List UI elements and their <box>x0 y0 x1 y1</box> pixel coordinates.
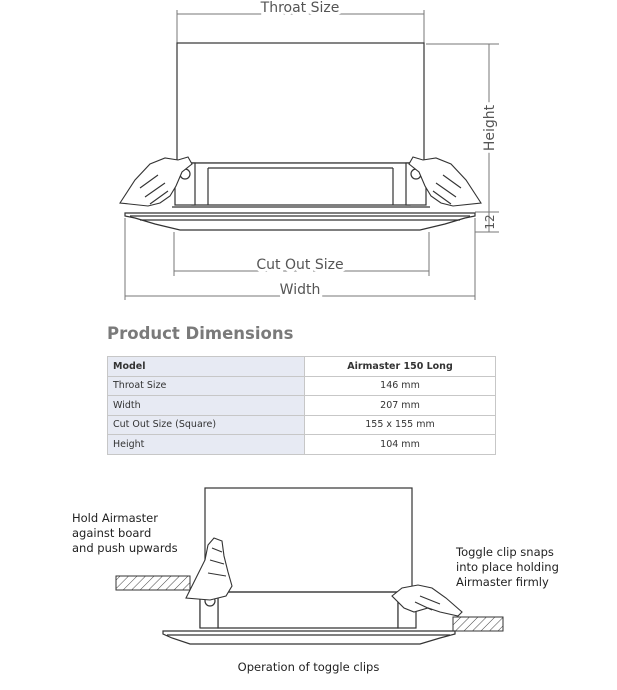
dimensions-table <box>107 356 496 455</box>
operation-caption: Operation of toggle clips <box>237 660 380 674</box>
table-row <box>108 376 496 396</box>
table-row <box>108 415 496 435</box>
table-row <box>108 435 496 455</box>
table-header-row <box>108 357 496 377</box>
dimension-diagram <box>0 0 617 305</box>
row-value: 146 mm <box>305 376 496 396</box>
header-model: Model <box>108 357 305 377</box>
header-model-value: Airmaster 150 Long <box>305 357 496 377</box>
toggle-clip-note: Toggle clip snaps into place holding Airmaster firmly <box>456 545 559 589</box>
row-value: 207 mm <box>305 396 496 416</box>
throat-size-label: Throat Size <box>260 0 340 16</box>
row-label: Height <box>108 435 305 455</box>
row-value: 155 x 155 mm <box>305 415 496 435</box>
width-label: Width <box>279 282 321 298</box>
cut-out-size-label: Cut Out Size <box>256 257 344 273</box>
row-value: 104 mm <box>305 435 496 455</box>
right-board <box>453 617 503 631</box>
product-dimensions-title: Product Dimensions <box>107 324 294 343</box>
left-board <box>116 576 190 590</box>
row-label: Width <box>108 396 305 416</box>
table-row <box>108 396 496 416</box>
height-label: Height <box>482 104 498 152</box>
row-label: Throat Size <box>108 376 305 396</box>
row-label: Cut Out Size (Square) <box>108 415 305 435</box>
lip-height-label: 12 <box>483 214 497 230</box>
hold-airmaster-note: Hold Airmaster against board and push upwards <box>72 511 178 555</box>
